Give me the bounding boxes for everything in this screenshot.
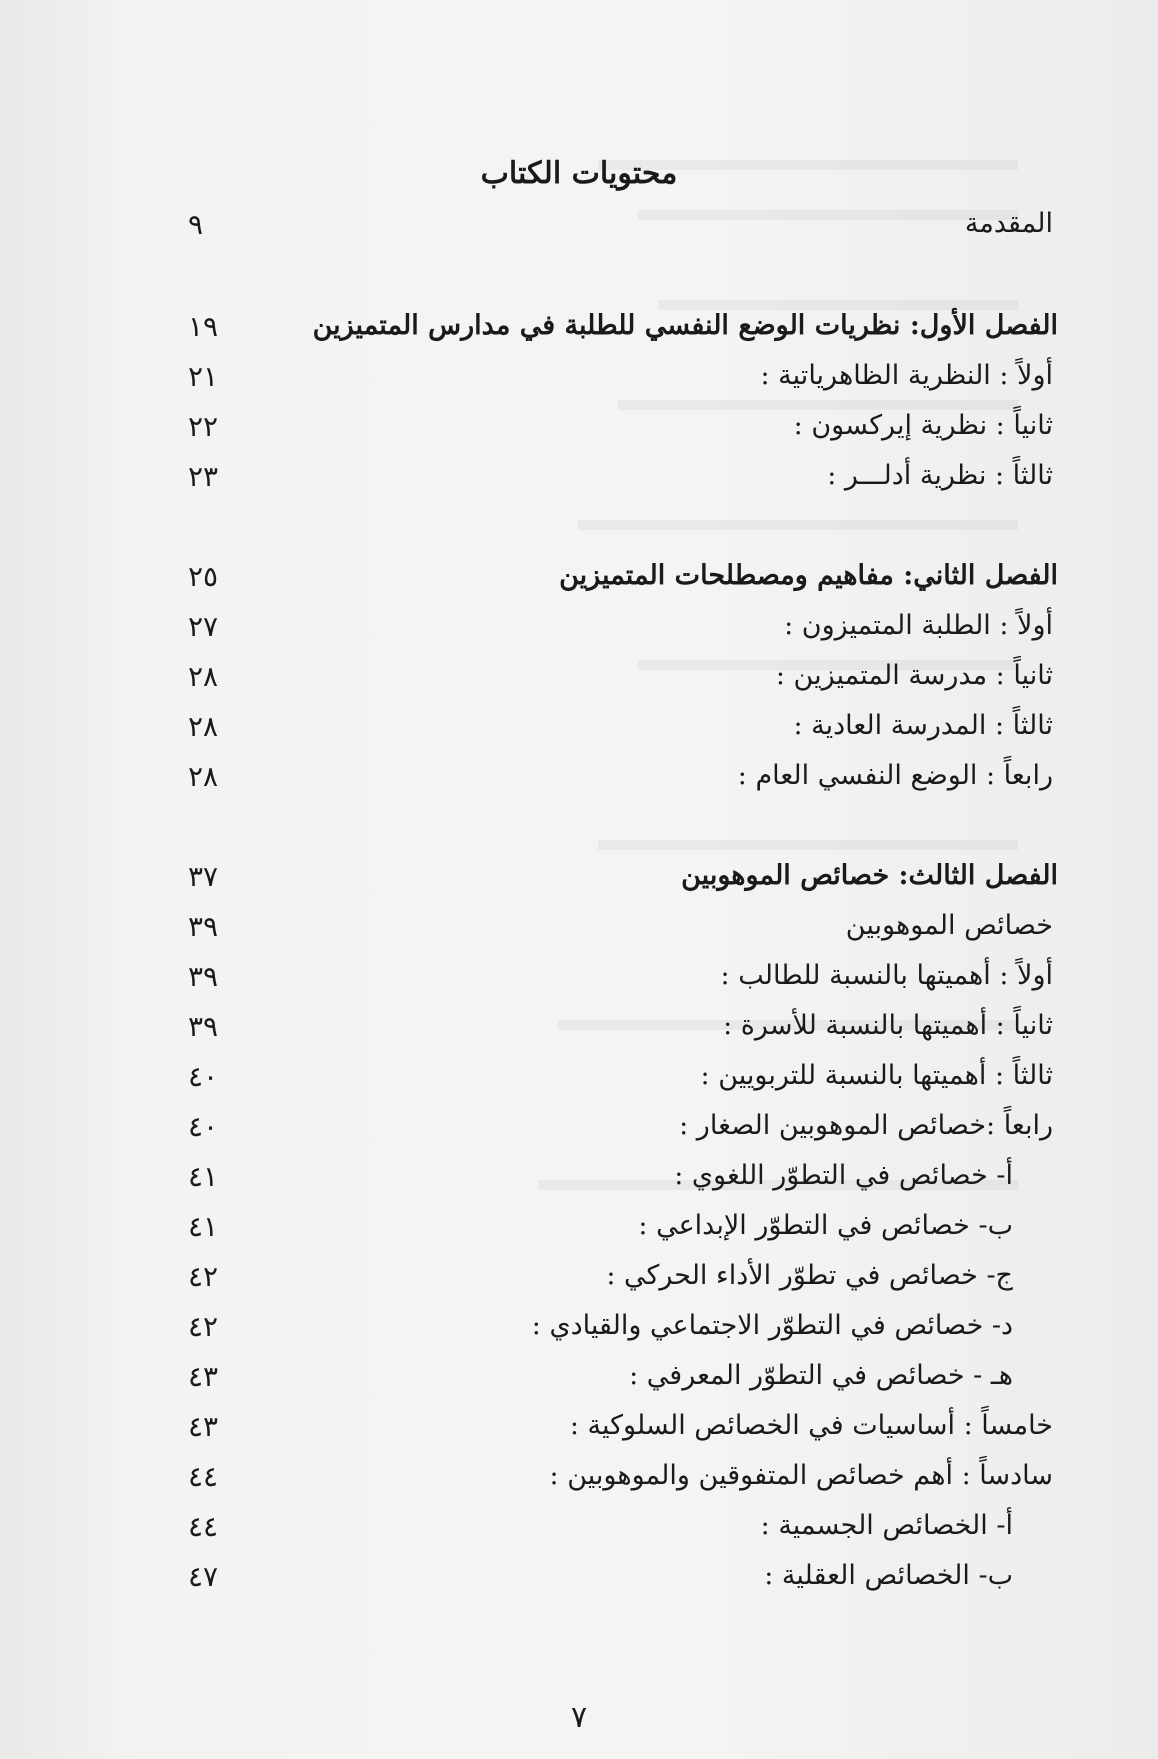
toc-entry-label: أولاً : أهميتها بالنسبة للطالب : [720,960,1053,991]
toc-entry-row [0,910,1158,954]
toc-entry-label: خصائص الموهوبين [845,910,1053,941]
toc-entry-label: ثالثاً : المدرسة العادية : [793,710,1053,741]
toc-entry-row [0,760,1158,804]
toc-entry-label: الفصل الأول: نظريات الوضع النفسي للطلبة في مدارس المتميزين [312,310,1058,341]
toc-entry-label: رابعاً :خصائص الموهوبين الصغار : [679,1110,1053,1141]
toc-entry-row [0,1060,1158,1104]
toc-entry-row [0,1260,1158,1304]
toc-entry-page: ٤٧ [188,1560,219,1593]
toc-entry-row [0,610,1158,654]
toc-chapter-row [0,560,1158,604]
toc-entry-row [0,360,1158,404]
toc-entry-page: ٢٥ [188,560,219,593]
toc-entry-label: الفصل الثالث: خصائص الموهوبين [681,860,1058,891]
toc-entry-page: ٤٤ [188,1510,219,1543]
toc-entry-label: هـ - خصائص في التطوّر المعرفي : [629,1360,1013,1391]
toc-entry-label: الفصل الثاني: مفاهيم ومصطلحات المتميزين [559,560,1058,591]
toc-entry-label: أ- خصائص في التطوّر اللغوي : [674,1160,1013,1191]
toc-entry-page: ٢٨ [188,760,219,793]
toc-entry-label: ج- خصائص في تطوّر الأداء الحركي : [606,1260,1013,1291]
toc-entry-page: ٢٨ [188,710,219,743]
toc-entry-row [0,460,1158,504]
toc-entry-row [0,208,1158,252]
toc-entry-label: ثالثاً : أهميتها بالنسبة للتربويين : [700,1060,1053,1091]
toc-entry-page: ٣٧ [188,860,219,893]
toc-entry-row [0,1160,1158,1204]
toc-entry-label: أولاً : النظرية الظاهرياتية : [760,360,1053,391]
toc-entry-label: أولاً : الطلبة المتميزون : [784,610,1053,641]
toc-entry-row [0,1460,1158,1504]
toc-entry-label: ثانياً : مدرسة المتميزين : [775,660,1053,691]
toc-entry-page: ٤٢ [188,1260,219,1293]
toc-entry-row [0,960,1158,1004]
toc-entry-row [0,710,1158,754]
toc-title: محتويات الكتاب [480,156,678,191]
toc-entry-page: ٤٠ [188,1060,219,1093]
toc-entry-page: ٤٣ [188,1360,219,1393]
toc-entry-row [0,1110,1158,1154]
toc-entry-label: سادساً : أهم خصائص المتفوقين والموهوبين : [549,1460,1053,1491]
toc-entry-page: ٢٣ [188,460,219,493]
toc-entry-page: ٢٨ [188,660,219,693]
toc-entry-label: د- خصائص في التطوّر الاجتماعي والقيادي : [531,1310,1013,1341]
toc-entry-label: ثانياً : نظرية إيركسون : [793,410,1053,441]
toc-entry-label: رابعاً : الوضع النفسي العام : [737,760,1053,791]
toc-entry-page: ٣٩ [188,960,219,993]
toc-entry-page: ٤١ [188,1160,219,1193]
toc-entry-page: ٣٩ [188,1010,219,1043]
toc-entry-row [0,1310,1158,1354]
toc-entry-row [0,1410,1158,1454]
toc-entry-label: ب- خصائص في التطوّر الإبداعي : [638,1210,1013,1241]
toc-entry-label: خامساً : أساسيات في الخصائص السلوكية : [569,1410,1053,1441]
toc-entry-page: ٣٩ [188,910,219,943]
toc-entry-page: ٤٤ [188,1460,219,1493]
toc-entry-row [0,1360,1158,1404]
toc-entry-page: ٢٧ [188,610,219,643]
toc-entry-row [0,1010,1158,1054]
toc-chapter-row [0,860,1158,904]
toc-entry-page: ٤٢ [188,1310,219,1343]
toc-entry-page: ٩ [188,208,204,241]
toc-entry-page: ١٩ [188,310,219,343]
toc-entry-row [0,1210,1158,1254]
toc-entry-label: المقدمة [964,208,1053,239]
toc-chapter-row [0,310,1158,354]
toc-entry-label: أ- الخصائص الجسمية : [760,1510,1013,1541]
toc-entry-page: ٢١ [188,360,219,393]
toc-entry-page: ٢٢ [188,410,219,443]
toc-entry-label: ب- الخصائص العقلية : [764,1560,1013,1591]
toc-entry-row [0,660,1158,704]
page-number: ٧ [570,1700,588,1735]
toc-entry-row [0,1560,1158,1604]
toc-entry-page: ٤٣ [188,1410,219,1443]
toc-entry-row [0,410,1158,454]
toc-entry-label: ثالثاً : نظرية أدلـــر : [827,460,1053,491]
toc-entry-row [0,1510,1158,1554]
toc-entry-page: ٤٠ [188,1110,219,1143]
toc-entry-label: ثانياً : أهميتها بالنسبة للأسرة : [723,1010,1053,1041]
toc-entry-page: ٤١ [188,1210,219,1243]
